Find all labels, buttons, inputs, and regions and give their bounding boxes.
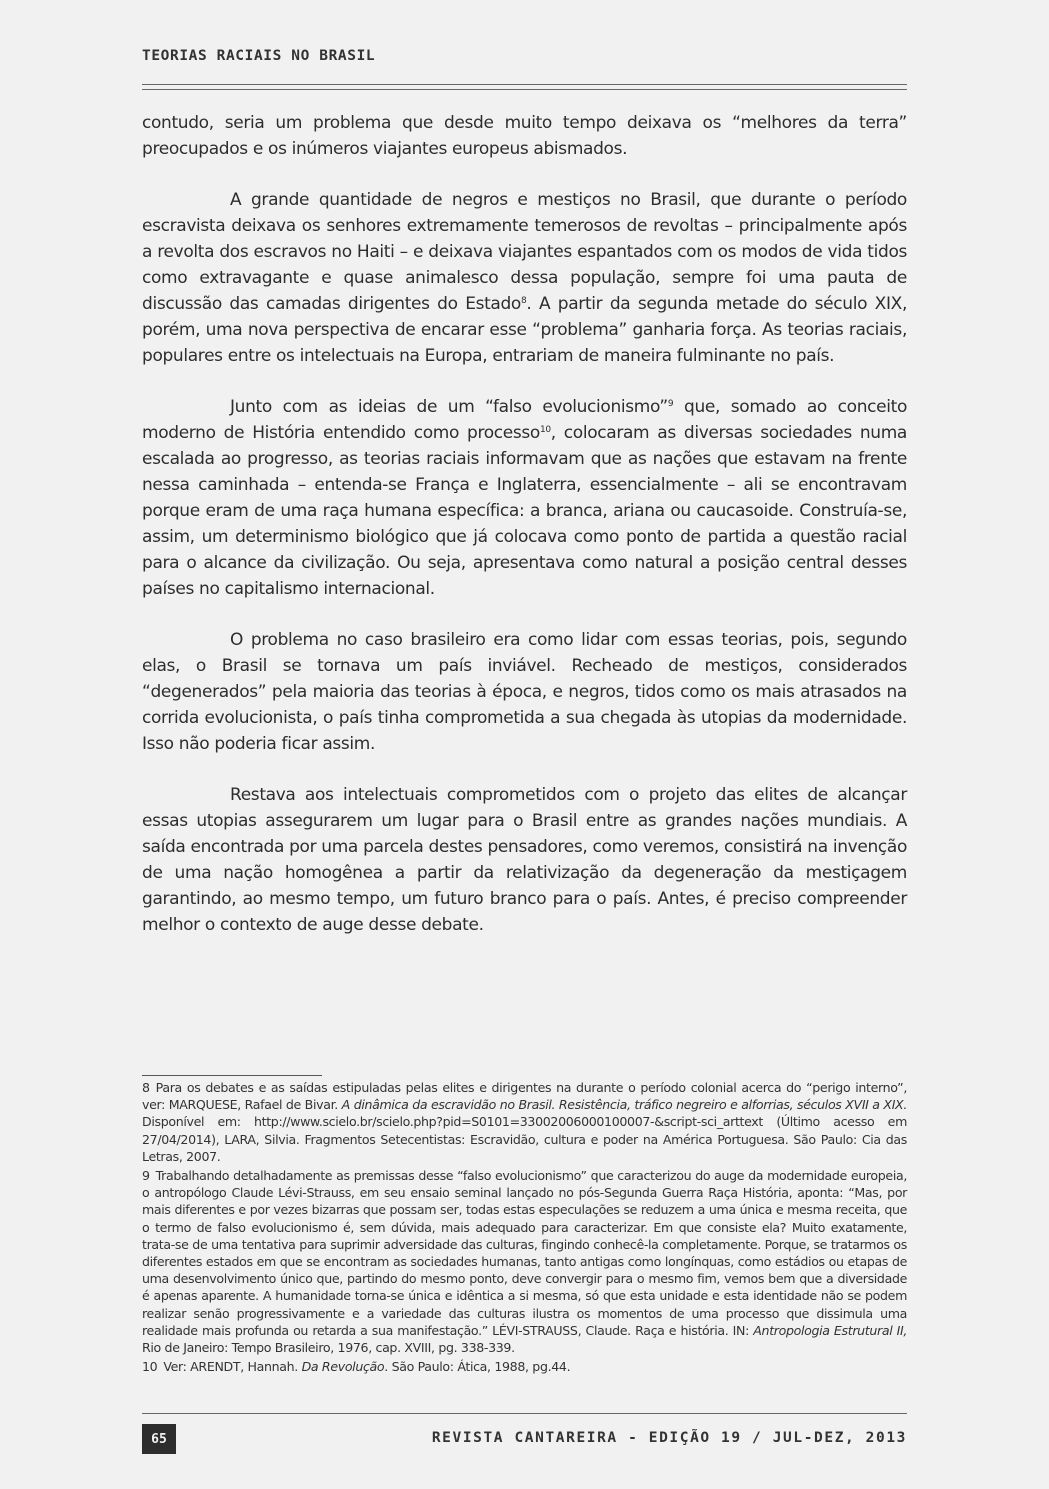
footnote-number: 9 [142, 1168, 150, 1184]
footnote-ref-8[interactable]: 8 [520, 296, 527, 306]
paragraph-1-text-a: A grande quantidade de negros e mestiços no Brasil, que durante o período escravista deixava os senhores extremamente temerosos de revoltas – principalmente após a revolta dos escravos no Haiti – e deixava viajantes espantados com os modos de vida tidos como extravagante e quase animalesco dessa população, sempre foi uma pauta de discussão das camadas dirigentes do Estado [142, 190, 907, 314]
footnote-text: . São Paulo: Ática, 1988, pg.44. [384, 1359, 571, 1375]
footnote-ref-10[interactable]: 10 [539, 425, 551, 435]
paragraph-continued: contudo, seria um problema que desde muito tempo deixava os “melhores da terra” preocupados e os inúmeros viajantes europeus abismados. [142, 113, 907, 159]
paragraph-4: Restava aos intelectuais comprometidos com o projeto das elites de alcançar essas utopias assegurarem um lugar para o Brasil entre as grandes nações mundiais. A saída encontrada por uma parcela destes pensadores, como veremos, consistirá na invenção de uma nação homogênea a partir da relativização da degeneração da mestiçagem garantindo, ao mesmo tempo, um futuro branco para o país. Antes, é preciso compreender melhor o contexto de auge desse debate. [142, 785, 907, 935]
paragraph-1 [142, 187, 907, 369]
footnote-text: Rio de Janeiro: Tempo Brasileiro, 1976, cap. XVIII, pg. 338-339. [142, 1340, 515, 1356]
footnote-title: Da Revolução [301, 1359, 385, 1375]
paragraph-2 [142, 394, 907, 602]
footnote-text: Ver: ARENDT, Hannah. [163, 1359, 302, 1375]
footnote-number: 10 [142, 1359, 158, 1375]
footer-rule [142, 1413, 907, 1414]
paragraph-1-text-b: . A partir da segunda metade do século XIX, porém, uma nova perspectiva de encarar esse “problema” ganharia força. As teorias raciais, populares entre os intelectuais na Europa, entrariam de maneira fulminante no país. [142, 294, 907, 366]
footnote-10 [142, 1358, 907, 1375]
footnote-title: A dinâmica da escravidão no Brasil. Resistência, tráfico negreiro e alforrias, séculos XVII a XIX. [341, 1097, 907, 1113]
main-text [142, 110, 907, 963]
paragraph-2-text-b: que, somado ao conceito moderno de História entendido como processo [142, 397, 907, 443]
footnote-text: Para os debates e as saídas estipuladas pelas elites e dirigentes na durante o período colonial acerca do “perigo interno”, ver: MARQUESE, Rafael de Bivar. [142, 1080, 907, 1113]
paragraph-2-text-c: , colocaram as diversas sociedades numa escalada ao progresso, as teorias raciais informavam que as nações que estavam na frente nessa caminhada – entenda-se França e Inglaterra, essencialmente – ali se encontravam porque eram de uma raça humana específica: a branca, ariana ou caucasoide. Construía-se, assim, um determinismo biológico que já colocava como ponto de partida a questão racial para o alcance da civilização. Ou seja, apresentava como natural a posição central desses países no capitalismo internacional. [142, 423, 907, 599]
footnote-9 [142, 1167, 907, 1356]
footnote-text: Disponível em: http://www.scielo.br/scielo.php?pid=S0101=33002006000100007-&script-sci_arttext (Último acesso em 27/04/2014), LARA, Silvia. Fragmentos Setecentistas: Escravidão, cultura e poder na América Portuguesa. São Paulo: Cia das Letras, 2007. [142, 1114, 907, 1164]
footnote-ref-9[interactable]: 9 [667, 399, 674, 409]
footnote-rule [142, 1075, 322, 1076]
footnote-8 [142, 1079, 907, 1165]
footnote-number: 8 [142, 1080, 150, 1095]
footnotes [142, 1079, 907, 1377]
header-rule [142, 84, 907, 90]
footnote-title: Antropologia Estrutural II, [753, 1322, 908, 1338]
paragraph-2-text-a: Junto com as ideias de um “falso evolucionismo” [230, 397, 668, 417]
footnote-text: Trabalhando detalhadamente as premissas desse “falso evolucionismo” que caracterizou do auge da modernidade europeia, o antropólogo Claude Lévi-Strauss, em seu ensaio seminal lançado no pós-Segunda Guerra Raça História, aponta: “Mas, por mais diferentes e por vezes bizarras que possam ser, todas estas especulações se reduzem a uma única e mesma receita, que o termo de falso evolucionismo é, sem dúvida, mais adequado para caracterizar. Em que consiste ela? Muito exatamente, trata-se de uma tentativa para suprimir adversidade das culturas, fingindo conhecê-la completamente. Porque, se tratarmos os diferentes estados em que se encontram as sociedades humanas, tanto antigas como longínquas, como estádios ou etapas de uma desenvolvimento único que, partindo do mesmo ponto, deve convergir para o mesmo fim, vemos bem que a diversidade é apenas aparente. A humanidade torna-se única e idêntica a si mesma, só que esta unidade e esta identidade não se podem realizar senão progressivamente e a variedade das culturas ilustra os momentos de uma processo que dissimula uma realidade mais profunda ou retarda a sua manifestação.” LÉVI-STRAUSS, Claude. Raça e história. IN: [142, 1168, 907, 1338]
page-number: 65 [142, 1424, 176, 1454]
paragraph-3: O problema no caso brasileiro era como lidar com essas teorias, pois, segundo elas, o Brasil se tornava um país inviável. Recheado de mestiços, considerados “degenerados” pela maioria das teorias à época, e negros, tidos como os mais atrasados na corrida evolucionista, o país tinha comprometida a sua chegada às utopias da modernidade. Isso não poderia ficar assim. [142, 630, 907, 754]
running-title: TEORIAS RACIAIS NO BRASIL [142, 48, 376, 64]
journal-footer: REVISTA CANTAREIRA - EDIÇÃO 19 / JUL-DEZ, 2013 [431, 1430, 907, 1446]
